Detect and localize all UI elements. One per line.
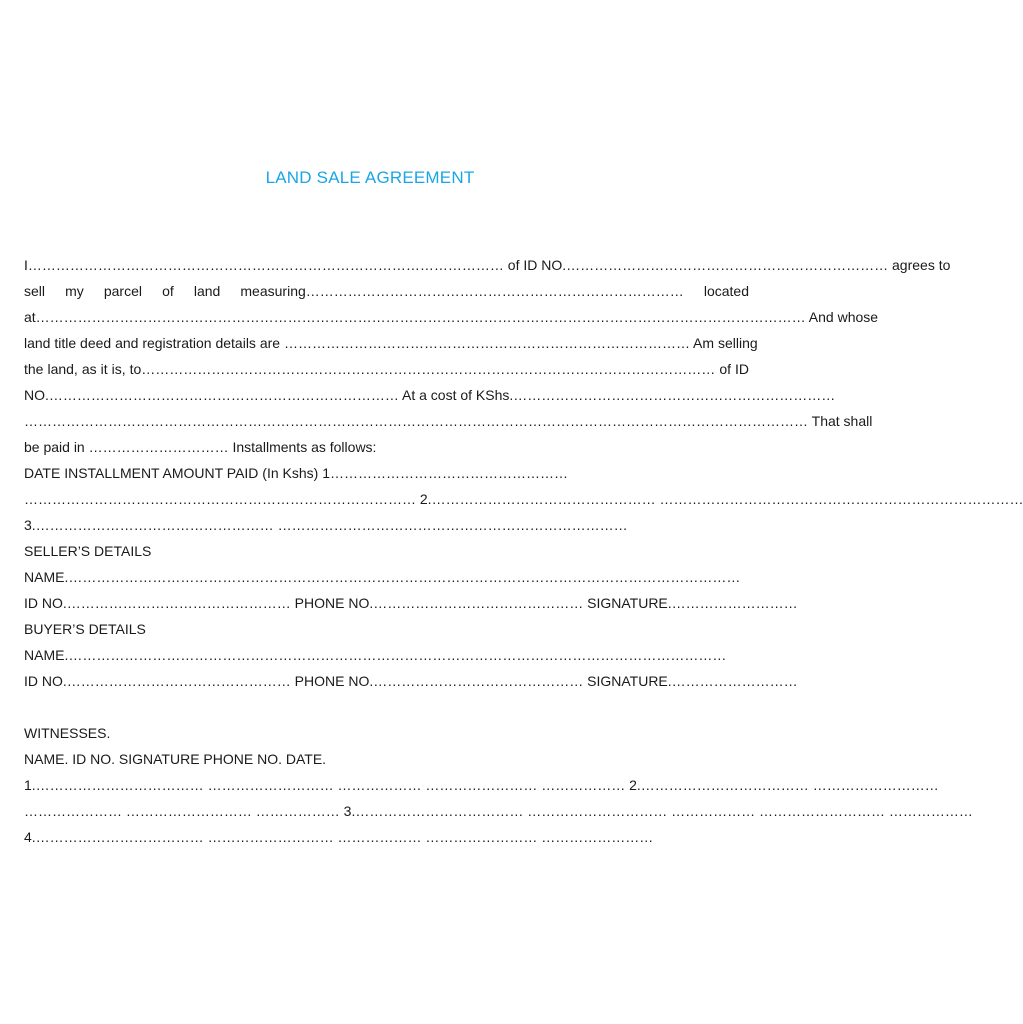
line-buyer: the land, as it is, to…………………………………………………………………………………………………………… of ID	[24, 361, 749, 377]
buyer-name-line: NAME.……………………………………………………………………………………………………………………………	[24, 647, 727, 663]
line-land-measurement: sell my parcel of land measuring……………………………………………………………………… located	[24, 283, 749, 299]
document-title: LAND SALE AGREEMENT	[265, 168, 475, 187]
witness-line-1: 1.……………………………… ……………………… ……………… …………………… ……………… 2.……………………………… ………………………	[24, 777, 939, 793]
line-installment-3: 3.…………………………………………… …………………………………………………………………	[24, 517, 628, 533]
line-installment-2: ………………………………………………………………………… 2.………………………………………… ……………………………………………………………………	[24, 491, 1023, 507]
seller-name-line: NAME.………………………………………………………………………………………………………………………………	[24, 569, 741, 585]
witness-line-3: 4.……………………………… ……………………… ……………… …………………… ……………………	[24, 829, 654, 845]
seller-id-phone-signature-line: ID NO.………………………………………… PHONE NO.……………………………………… SIGNATURE.………………………	[24, 595, 798, 611]
line-installment-header: DATE INSTALLMENT AMOUNT PAID (In Kshs) 1……………………………………………	[24, 465, 568, 481]
line-payment: …………………………………………………………………………………………………………………………………………………… That shall	[24, 413, 873, 429]
line-installments: be paid in ………………………… Installments as follows:	[24, 439, 377, 455]
line-cost: NO.………………………………………………………………… At a cost of KShs.……………………………………………………………	[24, 387, 836, 403]
line-title-deed: land title deed and registration details are …………………………………………………………………………… Am selling	[24, 335, 758, 351]
agreement-body	[24, 252, 1023, 850]
witnesses-heading: WITNESSES.	[24, 725, 111, 741]
line-seller-name: I………………………………………………………………………………………… of ID NO.…………………………………………………………… agrees to	[24, 257, 951, 273]
spacer	[24, 694, 749, 720]
buyer-id-phone-signature-line: ID NO.………………………………………… PHONE NO.……………………………………… SIGNATURE.………………………	[24, 673, 798, 689]
sellers-details-heading: SELLER’S DETAILS	[24, 543, 152, 559]
witnesses-columns: NAME. ID NO. SIGNATURE PHONE NO. DATE.	[24, 751, 327, 767]
buyers-details-heading: BUYER’S DETAILS	[24, 621, 146, 637]
witness-line-2: ………………… ……………………… ……………… 3.……………………………… ………………………… ……………… ……………………… ………………	[24, 803, 973, 819]
line-location: at………………………………………………………………………………………………………………………………………………… And whose	[24, 309, 879, 325]
